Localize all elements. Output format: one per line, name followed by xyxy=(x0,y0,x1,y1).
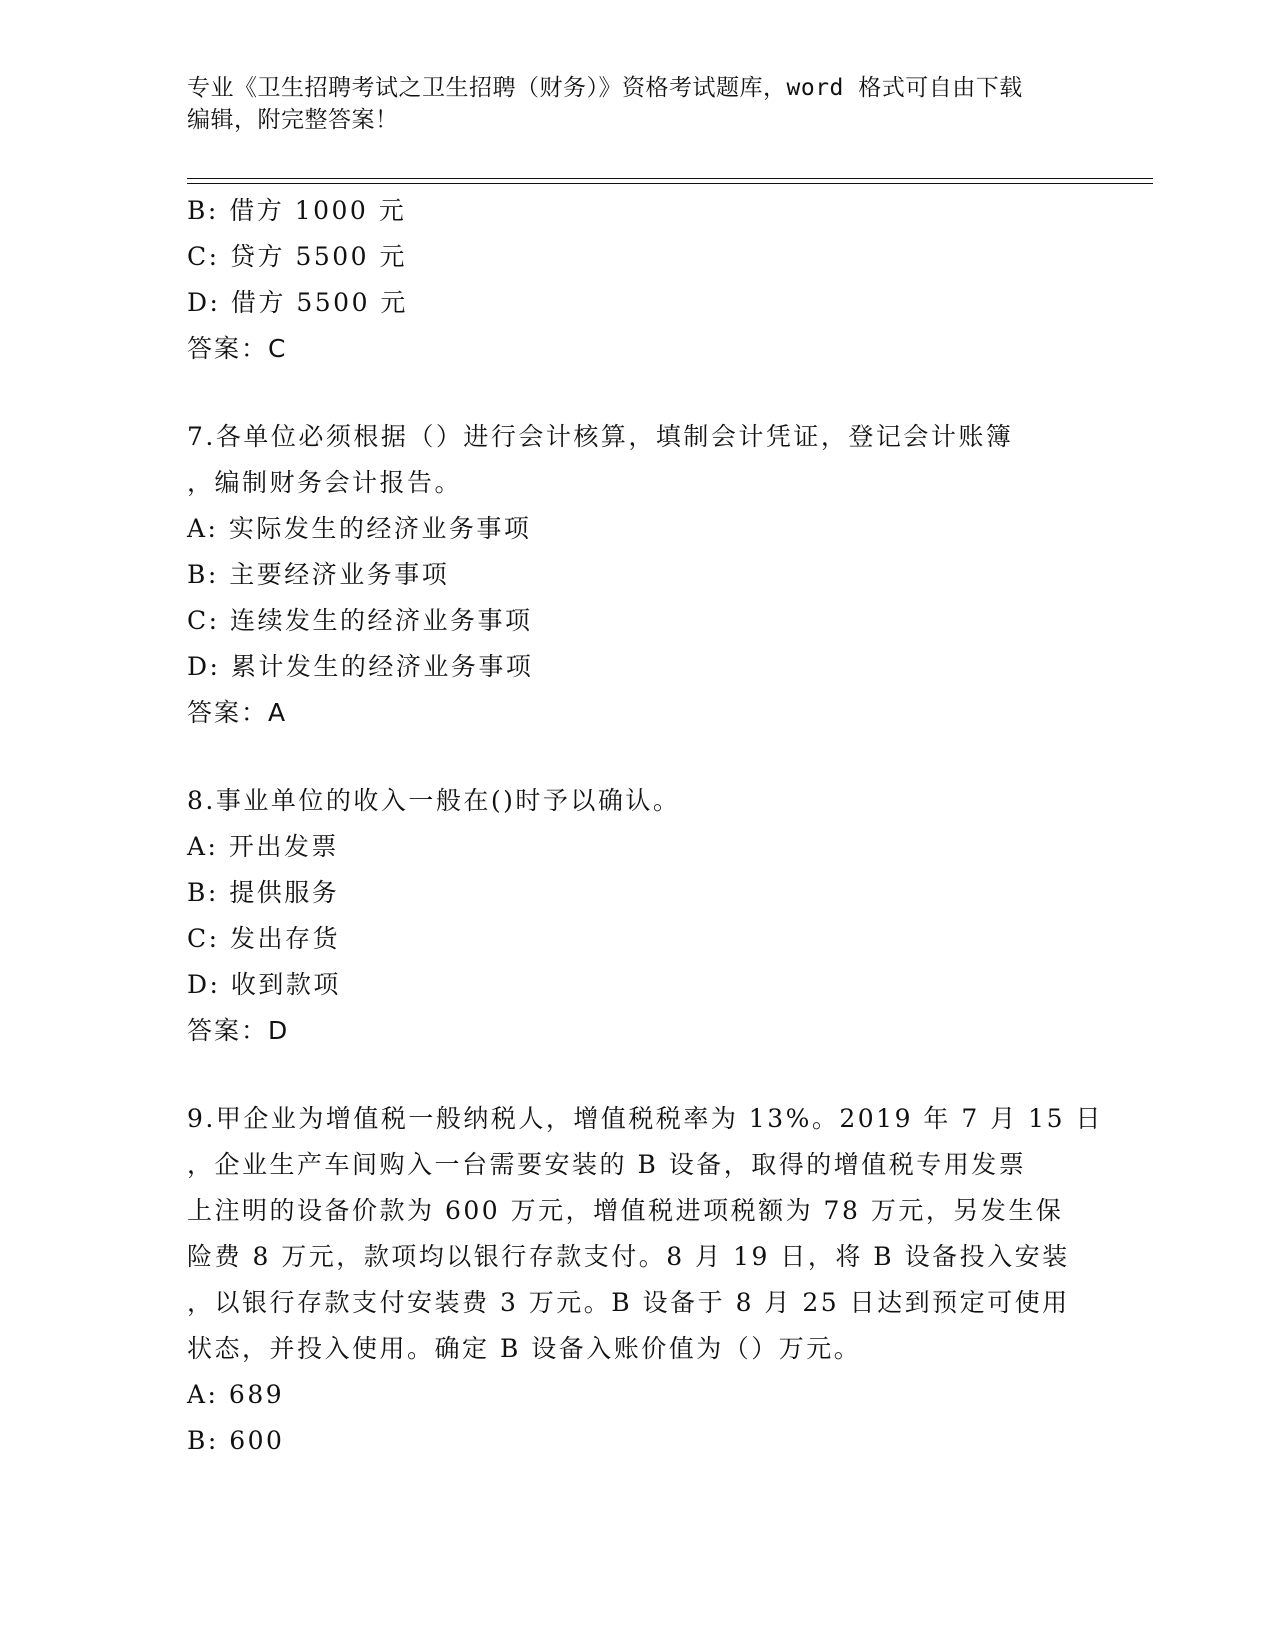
question-stem: 9.甲企业为增值税一般纳税人，增值税税率为 13%。2019 年 7 月 15 日 xyxy=(187,1104,1103,1133)
option-b: B: 600 xyxy=(187,1426,285,1455)
question-stem: ，编制财务会计报告。 xyxy=(187,468,463,497)
question-stem: ，以银行存款支付安装费 3 万元。B 设备于 8 月 25 日达到预定可使用 xyxy=(187,1288,1070,1317)
option-a: A: 689 xyxy=(187,1380,285,1409)
header-line-1: 专业《卫生招聘考试之卫生招聘（财务）》资格考试题库，word 格式可自由下载 xyxy=(187,75,1023,101)
header-line-2: 编辑，附完整答案！ xyxy=(187,107,399,133)
question-6 xyxy=(187,188,1087,372)
question-stem: ，企业生产车间购入一台需要安装的 B 设备，取得的增值税专用发票 xyxy=(187,1150,1027,1179)
option-c: C: 连续发生的经济业务事项 xyxy=(187,606,533,635)
option-b: B: 提供服务 xyxy=(187,878,340,907)
option-d: D: 收到款项 xyxy=(187,970,341,999)
question-stem: 险费 8 万元，款项均以银行存款支付。8 月 19 日，将 B 设备投入安装 xyxy=(187,1242,1070,1271)
option-d: D: 累计发生的经济业务事项 xyxy=(187,652,534,681)
question-7 xyxy=(187,414,1087,736)
question-8 xyxy=(187,778,1087,1054)
answer: 答案：C xyxy=(187,334,288,363)
question-list xyxy=(187,188,1103,1464)
option-c: C: 贷方 5500 元 xyxy=(187,242,408,271)
option-d: D: 借方 5500 元 xyxy=(187,288,408,317)
spacer xyxy=(187,1054,1087,1096)
document-header xyxy=(187,72,1087,136)
answer: 答案：A xyxy=(187,698,288,727)
question-stem: 8.事业单位的收入一般在()时予以确认。 xyxy=(187,786,681,815)
option-b: B: 借方 1000 元 xyxy=(187,196,407,225)
question-stem: 上注明的设备价款为 600 万元，增值税进项税额为 78 万元，另发生保 xyxy=(187,1196,1064,1225)
option-a: A: 实际发生的经济业务事项 xyxy=(187,514,532,543)
option-a: A: 开出发票 xyxy=(187,832,339,861)
question-stem: 状态，并投入使用。确定 B 设备入账价值为（）万元。 xyxy=(187,1334,862,1363)
spacer xyxy=(187,736,1087,778)
answer: 答案：D xyxy=(187,1016,290,1045)
header-divider-top xyxy=(187,178,1153,179)
question-stem: 7.各单位必须根据（）进行会计核算，填制会计凭证，登记会计账簿 xyxy=(187,422,1014,451)
spacer xyxy=(187,372,1087,414)
question-9 xyxy=(187,1096,1103,1464)
header-divider-bottom xyxy=(187,183,1153,184)
option-b: B: 主要经济业务事项 xyxy=(187,560,450,589)
option-c: C: 发出存货 xyxy=(187,924,340,953)
